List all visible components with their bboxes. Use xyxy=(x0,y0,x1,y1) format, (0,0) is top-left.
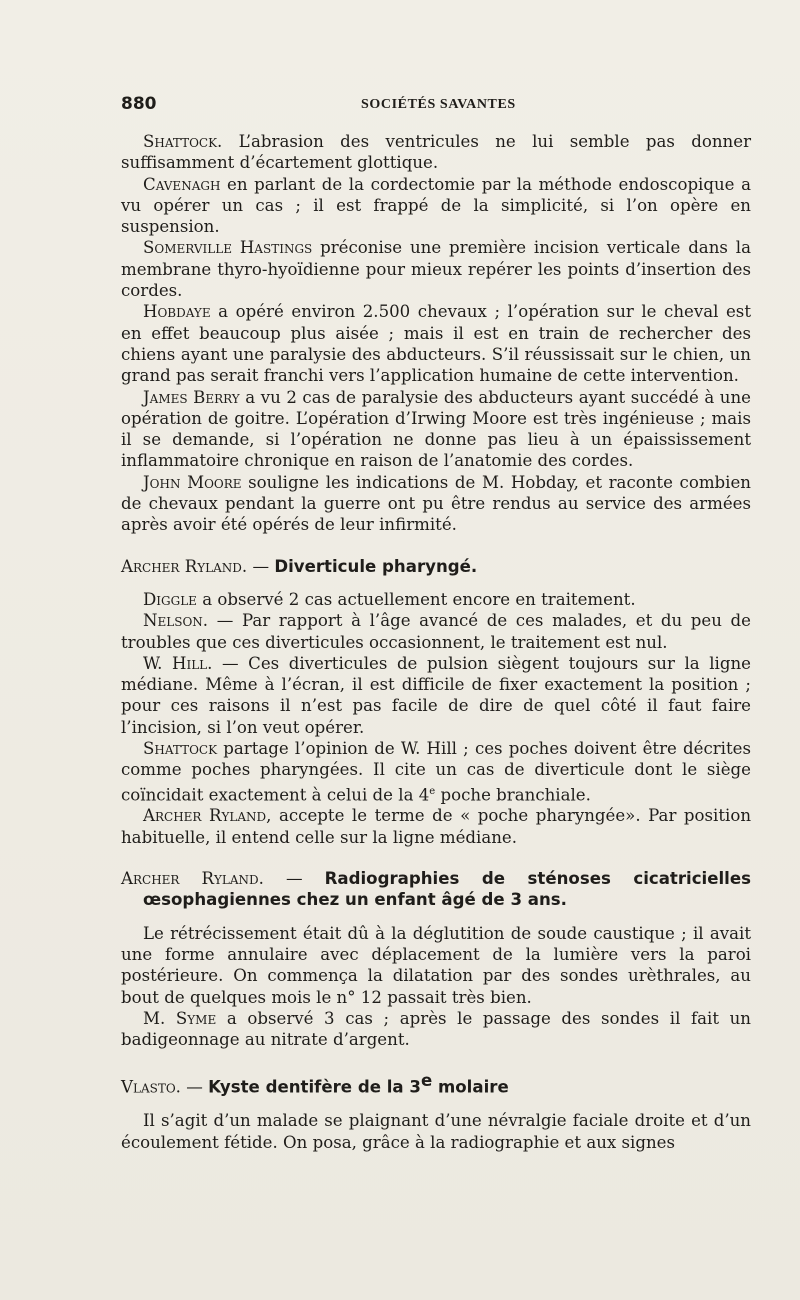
paragraph-text: a observé 3 cas ; après le passage des sondes il fait un badigeonnage au nitrate d’argent. xyxy=(121,1008,751,1050)
section-heading-radiographies xyxy=(121,868,751,911)
speaker-name: Hobdaye xyxy=(143,302,211,322)
heading-title: Radiographies de sténoses cicatricielles œsophagiennes chez un enfant âgé de 3 ans. xyxy=(143,869,752,910)
superscript: e xyxy=(429,785,436,797)
paragraph-somerville-hastings xyxy=(121,237,751,301)
paragraph-text: — Par rapport à l’âge avancé de ces malades, et du peu de troubles que ces diverticules occasionnent, le traitement est nul. xyxy=(121,611,751,652)
heading-dash: — xyxy=(247,556,275,576)
paragraph-text: souligne les indications de M. Hobday, et raconte combien de chevaux pendant la guerre ont pu être rendus au service des armées après avoir été opérés de leur infirmité. xyxy=(121,472,751,535)
paragraph-james-berry xyxy=(121,387,751,472)
paragraph-text: en parlant de la cordectomie par la méthode endoscopique a vu opérer un cas ; il est frappé de la simplicité, si l’on opère en suspension. xyxy=(121,174,751,237)
heading-dash: — xyxy=(263,869,325,889)
heading-dash: — xyxy=(180,1077,209,1097)
paragraph-text-after: poche branchiale. xyxy=(435,785,591,805)
paragraph-nelson xyxy=(121,610,751,653)
heading-author: Archer Ryland. xyxy=(121,556,248,576)
paragraph-text: — Ces diverticules de pulsion siègent toujours sur la ligne médiane. Même à l’écran, il est difficile de fixer exactement la position ; pour ces raisons il n’est pas facile de dire de quel côté il faut faire l’incision, si l’on veut opérer. xyxy=(121,653,751,737)
paragraph-text: partage l’opinion de W. Hill ; ces poches doivent être décrites comme poches pharyngées. Il cite un cas de diverticule dont le siège coïncidait exactement à celui de la 4 xyxy=(121,739,751,805)
speaker-name: Somerville Hastings xyxy=(143,238,313,258)
paragraph-text: Le rétrécissement était dû à la déglutition de soude caustique ; il avait une forme annulaire avec déplacement de la lumière vers la paroi postérieure. On commença la dilatation par des sondes urèthrales, au bout de quelques mois le n° 12 passait très bien. xyxy=(121,923,751,1007)
superscript: e xyxy=(420,1071,433,1091)
running-head: SOCIÉTÉS SAVANTES xyxy=(361,97,516,112)
paragraph-cavenagh xyxy=(121,174,751,238)
heading-title: Diverticule pharyngé. xyxy=(274,556,478,576)
heading-author: Archer Ryland. xyxy=(121,869,264,889)
page-header xyxy=(121,94,751,120)
paragraph-syme xyxy=(121,1008,751,1051)
paragraph-text: a opéré environ 2.500 chevaux ; l’opération sur le cheval est en effet beaucoup plus aisée ; mais il est en train de rechercher des chiens ayant une paralysie des abducteurs. S’il réussissait sur le chien, un grand pas serait franchi vers l’application humaine de cette intervention. xyxy=(121,302,751,386)
heading-author: Vlasto. xyxy=(121,1077,181,1097)
paragraph-shattock-2 xyxy=(121,738,751,805)
paragraph-retrecissement xyxy=(121,923,751,1008)
paragraph-shattock xyxy=(121,131,751,174)
paragraph-hobdaye xyxy=(121,301,751,386)
paragraph-archer-ryland xyxy=(121,805,751,848)
speaker-name: Diggle xyxy=(143,589,197,609)
speaker-name: Cavenagh xyxy=(143,174,221,194)
speaker-name: Archer Ryland, xyxy=(143,806,272,826)
speaker-name: John Moore xyxy=(143,472,242,492)
heading-title: Kyste dentifère de la 3 xyxy=(208,1077,421,1097)
article-body xyxy=(121,131,751,1153)
speaker-name: Nelson. xyxy=(143,611,209,631)
heading-title-after: molaire xyxy=(432,1077,509,1097)
speaker-name: M. Syme xyxy=(143,1008,217,1028)
paragraph-diggle xyxy=(121,589,751,610)
speaker-name: James Berry xyxy=(143,387,240,407)
paragraph-text: accepte le terme de « poche pharyngée». Par position habituelle, il entend celle sur la ligne médiane. xyxy=(121,806,751,847)
paragraph-john-moore xyxy=(121,472,751,536)
paragraph-w-hill xyxy=(121,653,751,738)
paragraph-text: L’abrasion des ventricules ne lui semble pas donner suffisamment d’écartement glottique. xyxy=(121,132,751,173)
speaker-name: Shattock xyxy=(143,739,218,759)
paragraph-text: préconise une première incision verticale dans la membrane thyro-hyoïdienne pour mieux repérer les points d’insertion des cordes. xyxy=(121,238,751,301)
section-heading-kyste xyxy=(121,1070,751,1098)
paragraph-text: a observé 2 cas actuellement encore en traitement. xyxy=(196,589,636,609)
speaker-name: Shattock. xyxy=(143,132,223,151)
paragraph-text: a vu 2 cas de paralysie des abducteurs ayant succédé à une opération de goitre. L’opération d’Irwing Moore est très ingénieuse ; mais il se demande, si l’opération ne donne pas lieu à un épaississement inflammatoire chronique en raison de l’anatomie des cordes. xyxy=(121,387,751,471)
paragraph-text: Il s’agit d’un malade se plaignant d’une névralgie faciale droite et d’un écoulement fétide. On posa, grâce à la radiographie et aux signes xyxy=(121,1111,751,1152)
page-number: 880 xyxy=(121,94,157,114)
paragraph-malade xyxy=(121,1110,751,1153)
speaker-name: W. Hill. xyxy=(143,653,213,673)
section-heading-diverticule xyxy=(121,556,751,577)
